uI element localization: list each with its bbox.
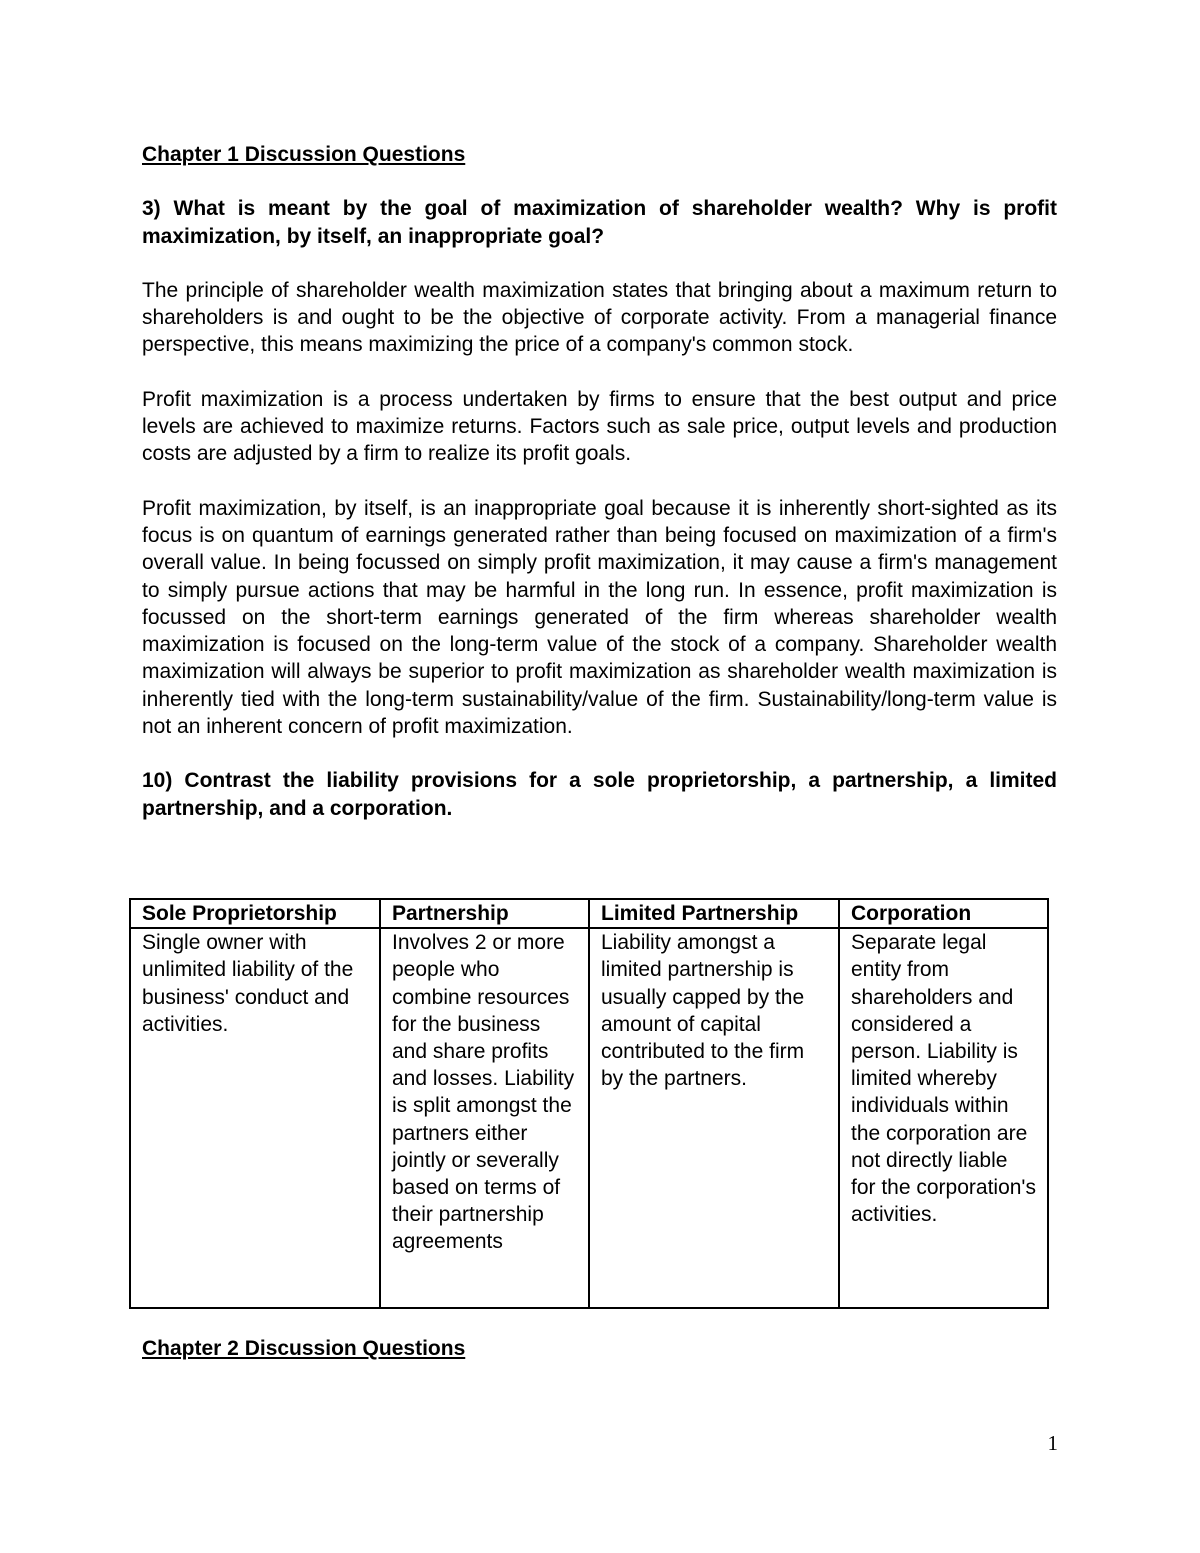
cell-limited-partnership: Liability amongst a limited partnership is usually capped by the amount of capital contributed to the firm by the partners. <box>589 928 839 1308</box>
chapter2-heading: Chapter 2 Discussion Questions <box>142 1337 466 1360</box>
header-partnership: Partnership <box>380 899 589 928</box>
question-10: 10) Contrast the liability provisions for a sole proprietorship, a partnership, a limited partnership, and a corporation. <box>142 769 1057 820</box>
answer-3-paragraph-2: Profit maximization is a process undertaken by firms to ensure that the best output and price levels are achieved to maximize returns. Factors such as sale price, output levels and production costs are adjusted by a firm to realize its profit goals. <box>142 387 1057 466</box>
cell-sole-proprietorship: Single owner with unlimited liability of the business' conduct and activities. <box>130 928 380 1308</box>
answer-3-paragraph-3: Profit maximization, by itself, is an inappropriate goal because it is inherently short-sighted as its focus is on quantum of earnings generated rather than being focused on maximization of a firm's overall value. In being focussed on simply profit maximization, it may cause a firm's management to simply pursue actions that may be harmful in the long run. In essence, profit maximization is focussed on the short-term earnings generated of the firm whereas shareholder wealth maximization is focused on the long-term value of the stock of a company. Shareholder wealth maximization will always be superior to profit maximization as shareholder wealth maximization is inherently tied with the long-term sustainability/value of the firm. Sustainability/long-term value is not an inherent concern of profit maximization. <box>142 496 1057 739</box>
page-number: 1 <box>1047 1431 1058 1455</box>
header-limited-partnership: Limited Partnership <box>589 899 839 928</box>
chapter1-heading: Chapter 1 Discussion Questions <box>142 143 466 166</box>
table-header-row <box>130 899 1048 928</box>
chapter1-section <box>142 141 1057 822</box>
cell-corporation: Separate legal entity from shareholders and considered a person. Liability is limited whereby individuals within the corporation are not directly liable for the corporation's activities. <box>839 928 1048 1308</box>
table-row <box>130 928 1048 1308</box>
header-corporation: Corporation <box>839 899 1048 928</box>
header-sole-proprietorship: Sole Proprietorship <box>130 899 380 928</box>
answer-3-paragraph-1: The principle of shareholder wealth maximization states that bringing about a maximum return to shareholders is and ought to be the objective of corporate activity. From a managerial finance perspective, this means maximizing the price of a company's common stock. <box>142 278 1057 357</box>
cell-partnership: Involves 2 or more people who combine resources for the business and share profits and losses. Liability is split amongst the partners either jointly or severally based on terms of their partnership agreements <box>380 928 589 1308</box>
question-3: 3) What is meant by the goal of maximization of shareholder wealth? Why is profit maximization, by itself, an inappropriate goal? <box>142 197 1057 248</box>
liability-table <box>129 898 1049 1309</box>
